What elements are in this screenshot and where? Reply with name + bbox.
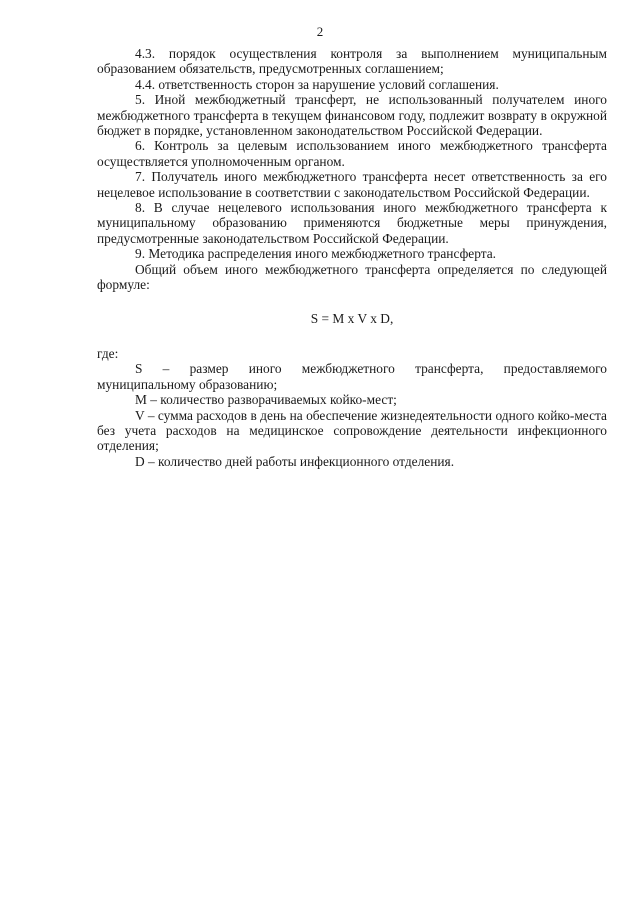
paragraph-5: 5. Иной межбюджетный трансферт, не использованный получателем иного межбюджетного трансферта в текущем финансовом году, подлежит возврату в окружной бюджет в порядке, установленном законодательством Российской Федерации. — [97, 92, 607, 139]
formula: S = M x V x D, — [310, 310, 394, 326]
paragraph-4-4: 4.4. ответственность сторон за нарушение условий соглашения. — [135, 76, 499, 92]
paragraph-6: 6. Контроль за целевым использованием иного межбюджетного трансферта осуществляется уполномоченным органом. — [97, 138, 607, 169]
paragraph-8: 8. В случае нецелевого использования иного межбюджетного трансферта к муниципальному образованию применяются бюджетные меры принуждения, предусмотренные законодательством Российской Федерации. — [97, 200, 607, 246]
definition-s: S – размер иного межбюджетного трансферта, предоставляемого муниципальному образованию; — [97, 361, 607, 392]
page-number: 2 — [316, 24, 324, 39]
paragraph-7: 7. Получатель иного межбюджетного трансферта несет ответственность за его нецелевое использование в соответствии с законодательством Российской Федерации. — [97, 169, 607, 200]
definition-m: M – количество разворачиваемых койко-мест; — [135, 392, 397, 408]
definition-v: V – сумма расходов в день на обеспечение жизнедеятельности одного койко-места без учета расходов на медицинское сопровождение деятельности инфекционного отделения; — [97, 407, 607, 454]
paragraph-4-3: 4.3. порядок осуществления контроля за выполнением муниципальным образованием обязательств, предусмотренных соглашением; — [97, 46, 607, 77]
document-body — [97, 46, 607, 469]
paragraph-9: 9. Методика распределения иного межбюджетного трансферта. — [135, 246, 497, 262]
where-label: где: — [97, 345, 119, 361]
paragraph-total-volume: Общий объем иного межбюджетного трансферта определяется по следующей формуле: — [97, 261, 607, 293]
definition-d: D – количество дней работы инфекционного отделения. — [135, 453, 455, 469]
